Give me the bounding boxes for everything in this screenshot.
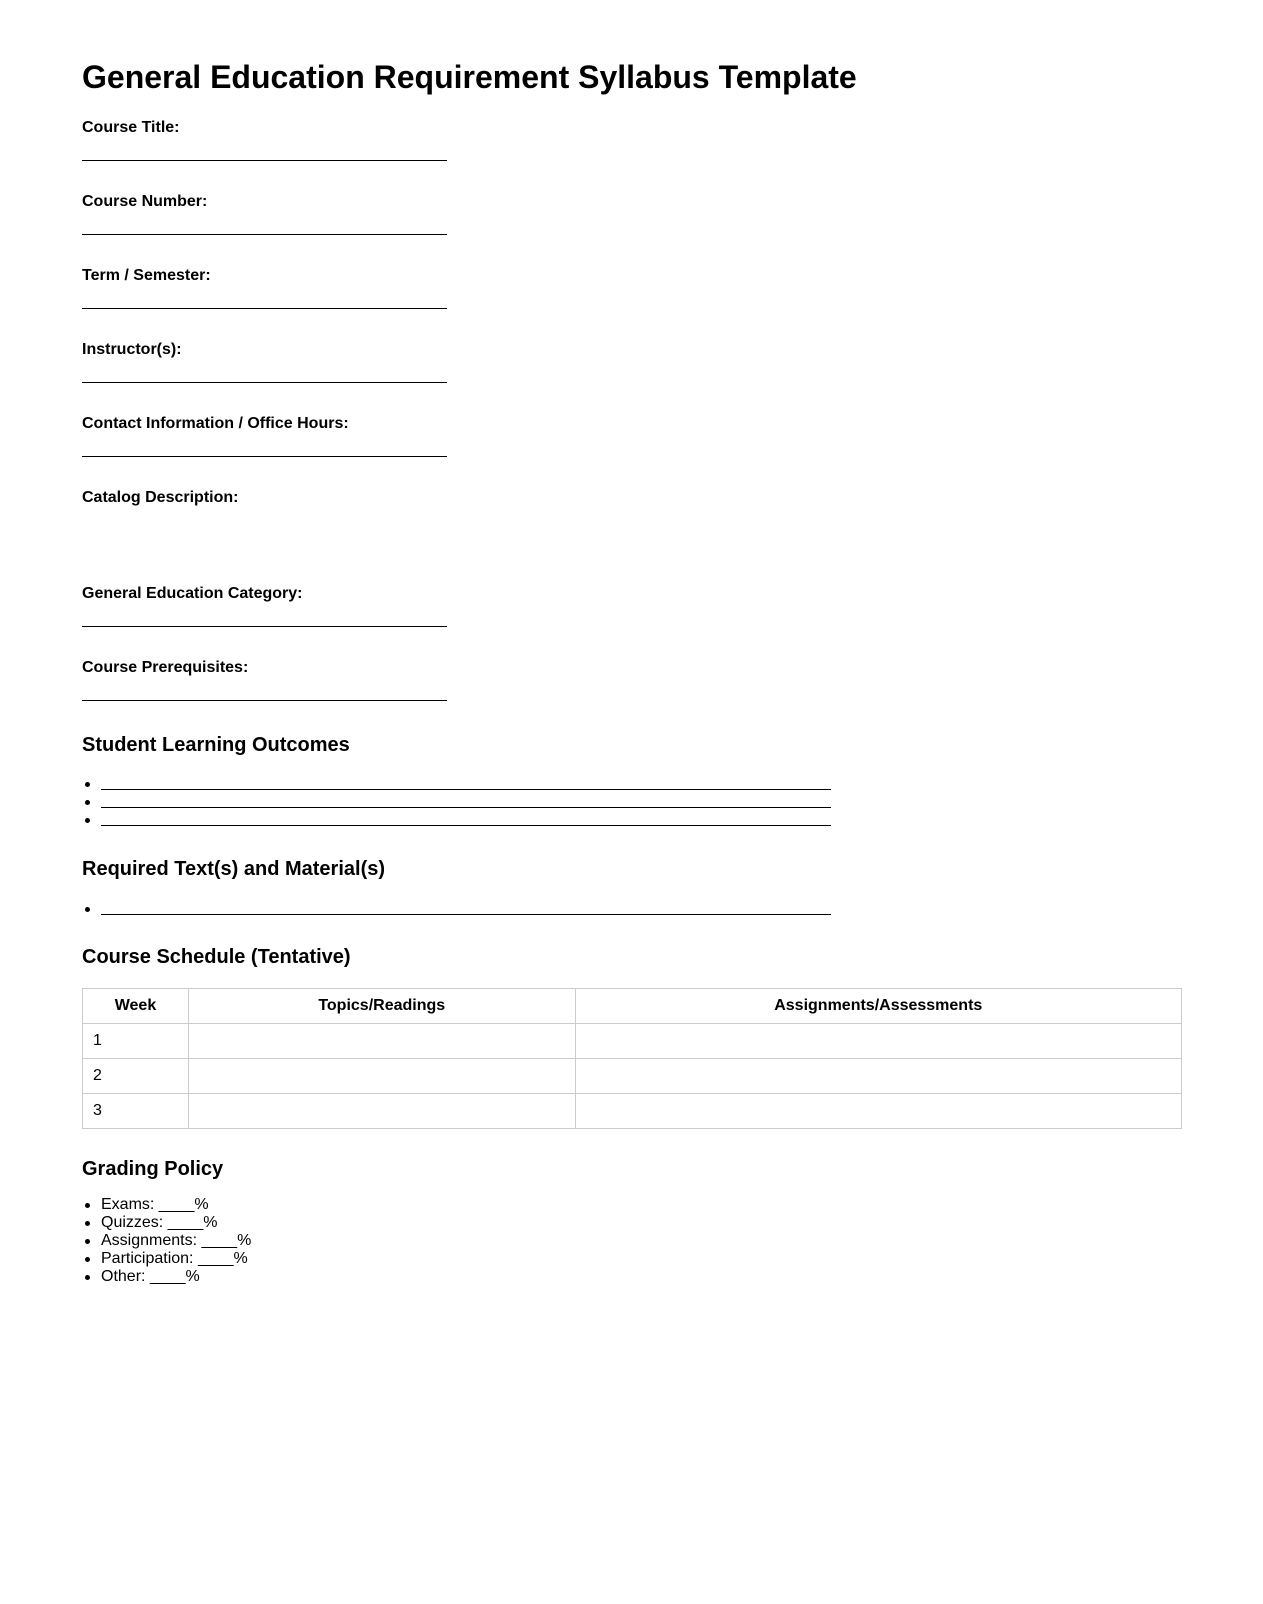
field-label: Contact Information / Office Hours: — [82, 415, 349, 432]
materials-heading: Required Text(s) and Material(s) — [82, 858, 386, 880]
column-header-week: Week — [83, 989, 189, 1024]
field-course-number — [82, 192, 447, 212]
grading-item-exams — [82, 1196, 251, 1214]
assignments-cell[interactable] — [575, 1059, 1181, 1094]
field-label: Instructor(s): — [82, 341, 182, 358]
grading-item-label: Participation: ____% — [101, 1250, 248, 1267]
grading-item-quizzes — [82, 1214, 251, 1232]
field-label: Catalog Description: — [82, 489, 239, 506]
bullet-icon — [85, 907, 90, 912]
bullet-icon — [85, 800, 90, 805]
field-catalog-description — [82, 488, 447, 508]
bullet-icon — [85, 1257, 90, 1262]
outcome-blank-line[interactable] — [101, 825, 831, 826]
table-row — [83, 1094, 1182, 1129]
schedule-table — [82, 988, 1182, 1129]
outcome-blank-line[interactable] — [101, 807, 831, 808]
field-course-title — [82, 118, 447, 138]
material-blank-line[interactable] — [101, 914, 831, 915]
field-label: Course Number: — [82, 193, 208, 210]
outcomes-list — [82, 777, 832, 831]
table-row — [83, 1024, 1182, 1059]
assignments-cell[interactable] — [575, 1094, 1181, 1129]
grading-item-label: Other: ____% — [101, 1268, 200, 1285]
week-cell: 1 — [83, 1024, 189, 1059]
grading-item-assignments — [82, 1232, 251, 1250]
grading-item-label: Exams: ____% — [101, 1196, 209, 1213]
outcome-item[interactable] — [82, 813, 832, 831]
week-cell: 3 — [83, 1094, 189, 1129]
column-header-assignments: Assignments/Assessments — [575, 989, 1181, 1024]
material-item[interactable] — [82, 902, 832, 920]
field-course-prerequisites — [82, 658, 447, 678]
outcome-item[interactable] — [82, 777, 832, 795]
field-label: Course Title: — [82, 119, 180, 136]
grading-item-label: Assignments: ____% — [101, 1232, 252, 1249]
bullet-icon — [85, 1203, 90, 1208]
topics-cell[interactable] — [188, 1024, 575, 1059]
assignments-cell[interactable] — [575, 1024, 1181, 1059]
course-title-blank-line[interactable] — [82, 160, 447, 161]
course-prerequisites-blank-line[interactable] — [82, 700, 447, 701]
bullet-icon — [85, 1275, 90, 1280]
grading-item-participation — [82, 1250, 251, 1268]
bullet-icon — [85, 1239, 90, 1244]
column-header-topics: Topics/Readings — [188, 989, 575, 1024]
field-label: General Education Category: — [82, 585, 303, 602]
schedule-heading: Course Schedule (Tentative) — [82, 946, 351, 968]
bullet-icon — [85, 818, 90, 823]
field-instructors — [82, 340, 447, 360]
topics-cell[interactable] — [188, 1094, 575, 1129]
table-row — [83, 1059, 1182, 1094]
gen-ed-category-blank-line[interactable] — [82, 626, 447, 627]
outcome-blank-line[interactable] — [101, 789, 831, 790]
field-label: Course Prerequisites: — [82, 659, 249, 676]
field-contact-office-hours — [82, 414, 447, 434]
bullet-icon — [85, 782, 90, 787]
grading-item-label: Quizzes: ____% — [101, 1214, 218, 1231]
grading-heading: Grading Policy — [82, 1158, 224, 1180]
field-gen-ed-category — [82, 584, 447, 604]
outcome-item[interactable] — [82, 795, 832, 813]
contact-office-hours-blank-line[interactable] — [82, 456, 447, 457]
field-label: Term / Semester: — [82, 267, 211, 284]
week-cell: 2 — [83, 1059, 189, 1094]
instructors-blank-line[interactable] — [82, 382, 447, 383]
materials-list — [82, 902, 832, 920]
page-title: General Education Requirement Syllabus Template — [82, 59, 857, 95]
course-number-blank-line[interactable] — [82, 234, 447, 235]
grading-item-other — [82, 1268, 251, 1286]
table-header-row — [83, 989, 1182, 1024]
outcomes-heading: Student Learning Outcomes — [82, 734, 350, 756]
topics-cell[interactable] — [188, 1059, 575, 1094]
bullet-icon — [85, 1221, 90, 1226]
field-term-semester — [82, 266, 447, 286]
grading-list — [82, 1196, 251, 1286]
term-semester-blank-line[interactable] — [82, 308, 447, 309]
